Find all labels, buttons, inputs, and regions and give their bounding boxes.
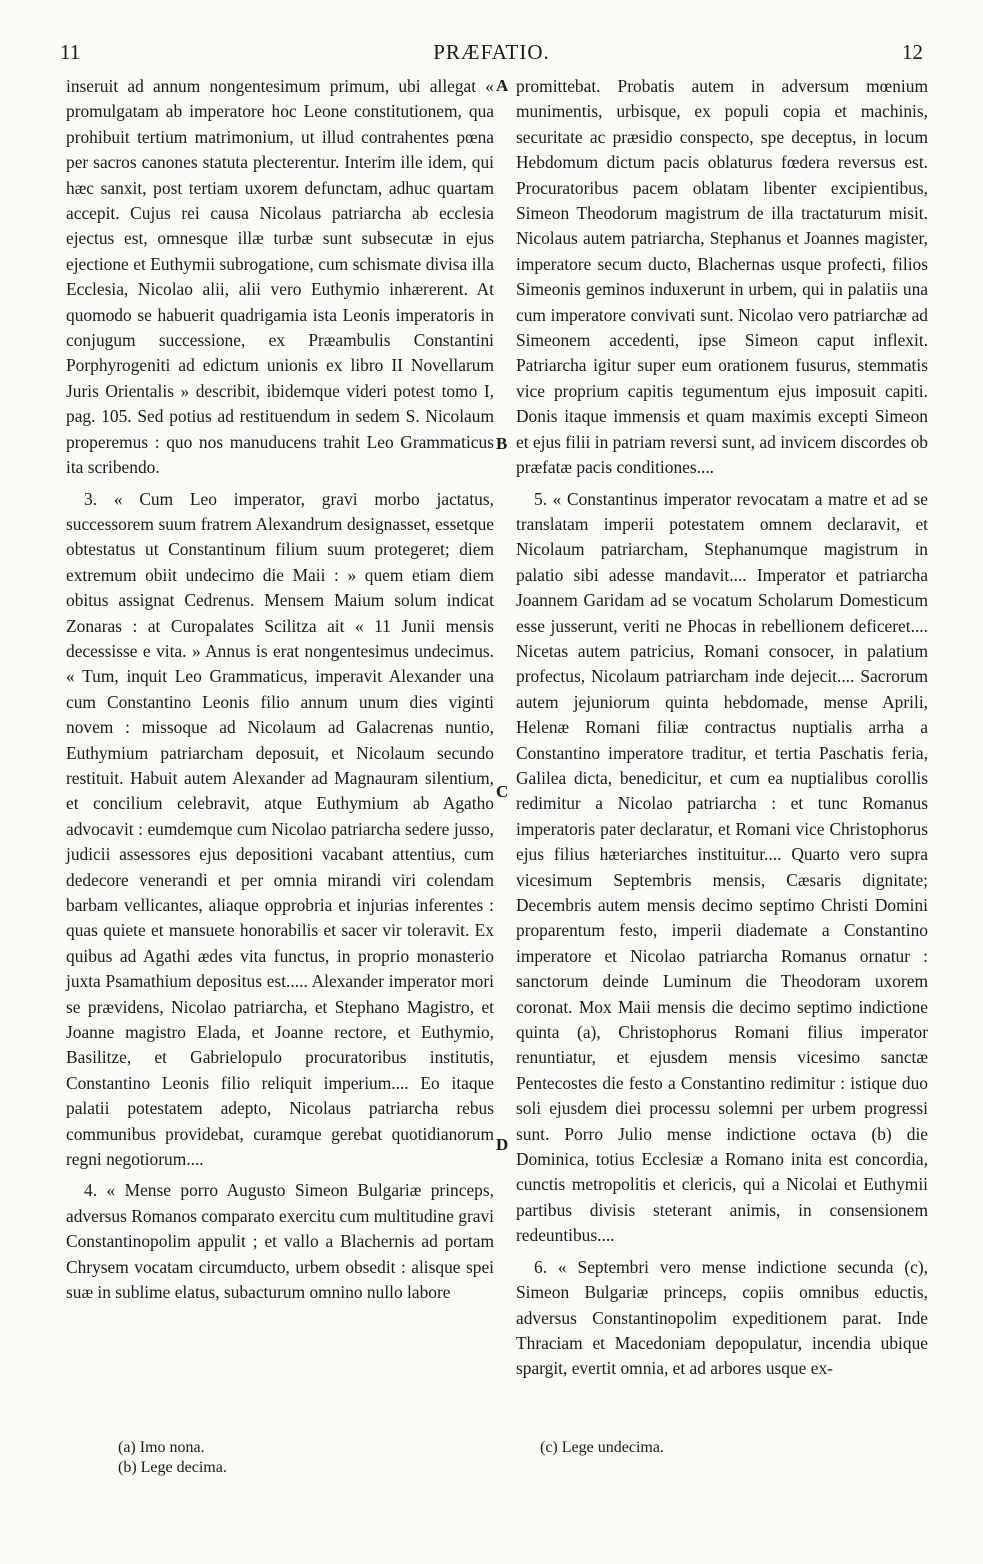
page-number-left: 11 — [60, 40, 81, 64]
footnote-a: (a) Imo nona. — [118, 1439, 205, 1456]
paragraph-6: 6. « Septembri vero mense indictione secunda (c), Simeon Bulgariæ princeps, copiis omnibus eductis, adversus Constantinopolim expeditionem parat. Inde Thraciam et Macedoniam depopulatur, incendia ubique spargit, evertit omnia, et ad arbores usque ex- — [516, 1256, 928, 1379]
footnotes-right — [540, 1438, 664, 1458]
paragraph-4: 4. « Mense porro Augusto Simeon Bulgariæ princeps, adversus Romanos comparato exercitu cum multitudine gravi Constantinopolim appulit ; et vallo a Blachernis ad portam Chrysem vocatam circumducto, urbem obsedit : alisque spei suæ in sublime elatus, subacturum omnino nullo labore — [66, 1180, 494, 1303]
paragraph-3: 3. « Cum Leo imperator, gravi morbo jactatus, successorem suum fratrem Alexandrum designasset, essetque obtestatus ut Constantinum filium suum protegeret; diem extremum obiit undecimo die Maii : » quem etiam diem obitus assignat Cedrenus. Mensem Maium solum indicat Zonaras : at Curopalates Scilitza ait « 11 Junii mensis decessisse e vita. » Annus is erat nongentesimus undecimus. « Tum, inquit Leo Grammaticus, imperavit Alexander una cum Constantino Leonis filio annum unum dies viginti novem : missoque ad Nicolaum ad Galacrenas nuntio, Euthymium patriarcham deposuit, et Nicolaum secundo restituit. Habuit autem Alexander ad Magnauram silentium, et concilium celebravit, atque Euthymium ab Agatho advocavit : eumdemque cum Nicolao patriarcha sedere jusso, judicii assessores ejus depositioni vacabant attentius, cum dedecore venerandi et per omnia mirandi viri colendam barbam vellicantes, aliaque opprobria et injurias inferentes : quas quiete et mansuete honorabilis et sacer vir toleravit. Ex quibus ad Agathi ædes vita functus, in proprio monasterio juxta Psamathium depositus est..... Alexander imperator mori se prævidens, Nicolao patriarcha, et Stephano Magistro, et Joanne magistro Elada, et Joanne rectore, et Euthymio, Basilitze, et Gabrielopulo procuratoribus institutis, Constantino Leonis filio reliquit imperium.... Eo itaque palatii potestatem adepto, Nicolaus patriarcha rebus communibus providebat, curamque gerebat quotidianorum regni negotiorum.... — [66, 488, 494, 1170]
margin-marker-b: B — [496, 434, 508, 453]
footnote-b: (b) Lege decima. — [118, 1459, 227, 1476]
running-title: PRÆFATIO. — [433, 40, 550, 64]
margin-marker-d: D — [496, 1135, 509, 1154]
footnote-c: (c) Lege undecima. — [540, 1439, 664, 1456]
paragraph-2-continued: inseruit ad annum nongentesimum primum, ubi allegat « promulgatam ab imperatore hoc Leone constitutionem, qua prohibuit tertium matrimonium, ut illud contrahentes pœna per sacros canones statuta plecterentur. Interim ille idem, qui hæc sanxit, post tertiam uxorem defunctam, adhuc quartam accepit. Cujus rei causa Nicolaus patriarcha ab ecclesia ejectus est, omnesque illæ turbæ sunt subsecutæ in ejus ejectione et Euthymii subrogatione, cum schismate divisa illa Ecclesia, Nicolao alii, alii vero Euthymio inhærerent. At quomodo se habuerit quadrigamia ista Leonis imperatoris in conjugum successione, ex Præambulis Constantini Porphyrogeniti ad edictum unionis ex libro II Novellarum Juris Orientalis » describit, ibidemque videri potest tomo I, pag. 105. Sed potius ad restituendum in sedem S. Nicolaum properemus : quo nos manuducens trahit Leo Grammaticus ita scribendo. — [66, 76, 494, 478]
page-number-right: 12 — [902, 40, 923, 64]
paragraph-4-continued: promittebat. Probatis autem in adversum mœnium munimentis, urbisque, ex populi copia et machinis, securitate ac præsidio conspecto, spe deceptus, in locum Hebdomum dictum pacis oblaturus fœdera reversus est. Procuratoribus pacem oblatam libenter excipientibus, Simeon Theodorum magistrum de illa tractaturum misit. Nicolaus autem patriarcha, Stephanus et Joannes magister, imperatore secum ducto, Blachernas usque profecti, filios Simeonis geminos induxerunt in urbem, qui in palatiis una cum imperatore convivati sunt. Nicolao vero patriarchæ ad Simeonem accedenti, ipse Simeon caput inflexit. Patriarcha igitur super eum orationem fusurus, stemmatis vice proprium capitis tegumentum ejus imposuit capiti. Donis itaque immensis et quam maximis excepti Simeon et ejus filii in patriam reversi sunt, ad invicem discordes ob præfatæ pacis conditiones.... — [516, 76, 928, 478]
paragraph-5: 5. « Constantinus imperator revocatam a matre et ad se translatam imperii potestatem omnem declaravit, et Nicolaum patriarcham, Stephanumque magistrum in palatio sibi adesse mandavit.... Imperator et patriarcha Joannem Garidam ad se vocatum Scholarum Domesticum esse jusserunt, veriti ne Phocas in rebellionem deficeret.... Nicetas autem patricius, Romani consocer, in palatium profectus, Nicolaum patriarcham inde dejecit.... Sacrorum autem jejuniorum quinta hebdomade, mense Aprili, Helenæ Romani filiæ contractus nuptialis arrha a Constantino imperatore traditur, et tertia Paschatis feria, Galilea dicta, benedicitur, et cum ea nuptialibus corollis redimitur a Nicolao patriarcha : et tunc Romanus imperatoris pater declaratur, et Romani vice Christophorus ejus filius hæteriarches instituitur.... Quarto vero supra vicesimum Septembris mensis, Cæsaris dignitate; Decembris autem mensis decimo septimo Christi Domini proparentum festo, imperii diademate a Constantino imperatore et Nicolao patriarcha Romanus ornatur : sanctorum deinde Luminum die Theodoram uxorem coronat. Mox Maii mensis die decimo septimo indictione quinta (a), Christophorus Romani filius imperator renuntiatur, et ejusdem mensis vicesimo sanctæ Pentecostes die festo a Constantino redimitur : istique duo soli ejusdem diei processu solemni per urbem progressi sunt. Porro Julio mense indictione octava (b) die Dominica, totius Ecclesiæ a Romano inita est concordia, cunctis metropolitis et clericis, qui a Nicolai et Euthymii partibus divisis steterant animis, in consensionem redeuntibus.... — [516, 488, 928, 1246]
right-column — [516, 74, 928, 1382]
page-header — [60, 40, 923, 74]
margin-marker-c: C — [496, 782, 509, 801]
left-column — [66, 74, 494, 1306]
footnotes-left — [118, 1438, 227, 1478]
margin-marker-a: A — [496, 76, 509, 95]
